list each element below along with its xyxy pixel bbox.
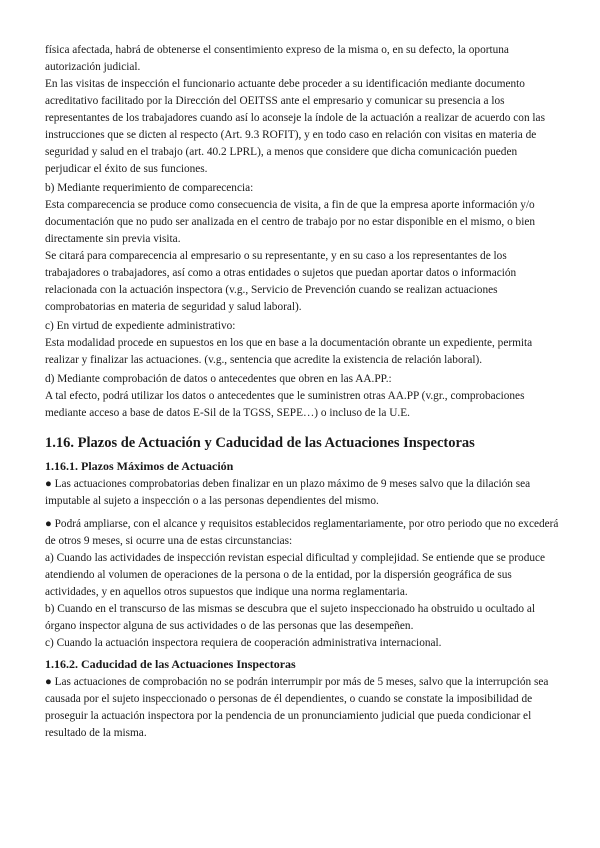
item-b-paragraph-1: Esta comparecencia se produce como consecuencia de visita, a fin de que la empresa aporte información y/o documentación que no pudo ser analizada en el centro de trabajo por no estar disponible en el mismo, o bien directamente sin previa visita. xyxy=(45,199,536,245)
bullet-caducidad: ● Las actuaciones de comprobación no se podrán interrumpir por más de 5 meses, salvo que la interrupción sea causada por el sujeto inspeccionado o personas de él dependientes, o cuando se constate la imposibilidad de proseguir la actuación inspectora por la pendencia de un pronunciamiento judicial que pueda condicionar el resultado de la misma. xyxy=(45,676,549,739)
item-b-paragraph-2: Se citará para comparecencia al empresario o su representante, y en su caso a los representantes de los trabajadores o trabajadores, así como a otras entidades o sujetos que puedan aportar datos o información relacionada con la actuación inspectora (v.g., Servicio de Prevención cuando se realizan actuaciones comprobatorias en materia de seguridad y salud laboral). xyxy=(45,250,517,313)
subsection-heading-1-16-2: 1.16.2. Caducidad de las Actuaciones Inspectoras xyxy=(45,657,296,671)
item-c-paragraph: Esta modalidad procede en supuestos en los que en base a la documentación obrante un expediente, permita realizar y finalizar las actuaciones. (v.g., sentencia que acredite la existencia de relación laboral). xyxy=(45,337,533,366)
bullet-plazo-maximo: ● Las actuaciones comprobatorias deben finalizar en un plazo máximo de 9 meses salvo que la dilación sea imputable al sujeto a inspección o a las personas dependientes del mismo. xyxy=(45,478,531,507)
ampliacion-item-c: c) Cuando la actuación inspectora requiera de cooperación administrativa internacional. xyxy=(45,637,442,649)
document-page xyxy=(45,42,559,742)
item-d-paragraph: A tal efecto, podrá utilizar los datos o antecedentes que le suministren otras AA.PP (v.gr., comprobaciones mediante acceso a base de datos E-Sil de la TGSS, SEPE…) o incluso de la U.E. xyxy=(45,390,525,419)
ampliacion-item-b: b) Cuando en el transcurso de las mismas se descubra que el sujeto inspeccionado ha obstruido u ocultado al órgano inspector alguna de sus actividades o de las personas que las desempeñen. xyxy=(45,603,536,632)
subsection-heading-1-16-1: 1.16.1. Plazos Máximos de Actuación xyxy=(45,459,234,473)
ampliacion-item-a: a) Cuando las actividades de inspección revistan especial dificultad y complejidad. Se entiende que se produce atendiendo al volumen de operaciones de la persona o de la entidad, por la dispersión geográfica de sus actividades, y en aquellos otros supuestos que indique una norma reglamentaria. xyxy=(45,552,546,598)
bullet-ampliacion: ● Podrá ampliarse, con el alcance y requisitos establecidos reglamentariamente, por otro periodo que no excederá de otros 9 meses, si ocurre una de estas circunstancias: xyxy=(45,518,559,547)
item-b-heading: b) Mediante requerimiento de comparecencia: xyxy=(45,182,254,194)
paragraph-visitas: En las visitas de inspección el funcionario actuante debe proceder a su identificación mediante documento acreditativo facilitado por la Dirección del OEITSS ante el empresario y comunicar su presencia a los representantes de los trabajadores cuando así lo aconseje la índole de la actuación a realizar de acuerdo con las instrucciones que se dicten al respecto (Art. 9.3 ROFIT), y en todo caso en relación con visitas en materia de seguridad y salud en el trabajo (art. 40.2 LPRL), a menos que considere que dicha comunicación pueden perjudicar el éxito de sus funciones. xyxy=(45,78,545,175)
paragraph-continuation: física afectada, habrá de obtenerse el consentimiento expreso de la misma o, en su defecto, la oportuna autorización judicial. xyxy=(45,44,509,73)
section-heading-1-16: 1.16. Plazos de Actuación y Caducidad de las Actuaciones Inspectoras xyxy=(45,435,475,451)
item-d-heading: d) Mediante comprobación de datos o antecedentes que obren en las AA.PP.: xyxy=(45,373,392,385)
item-c-heading: c) En virtud de expediente administrativo: xyxy=(45,320,236,332)
